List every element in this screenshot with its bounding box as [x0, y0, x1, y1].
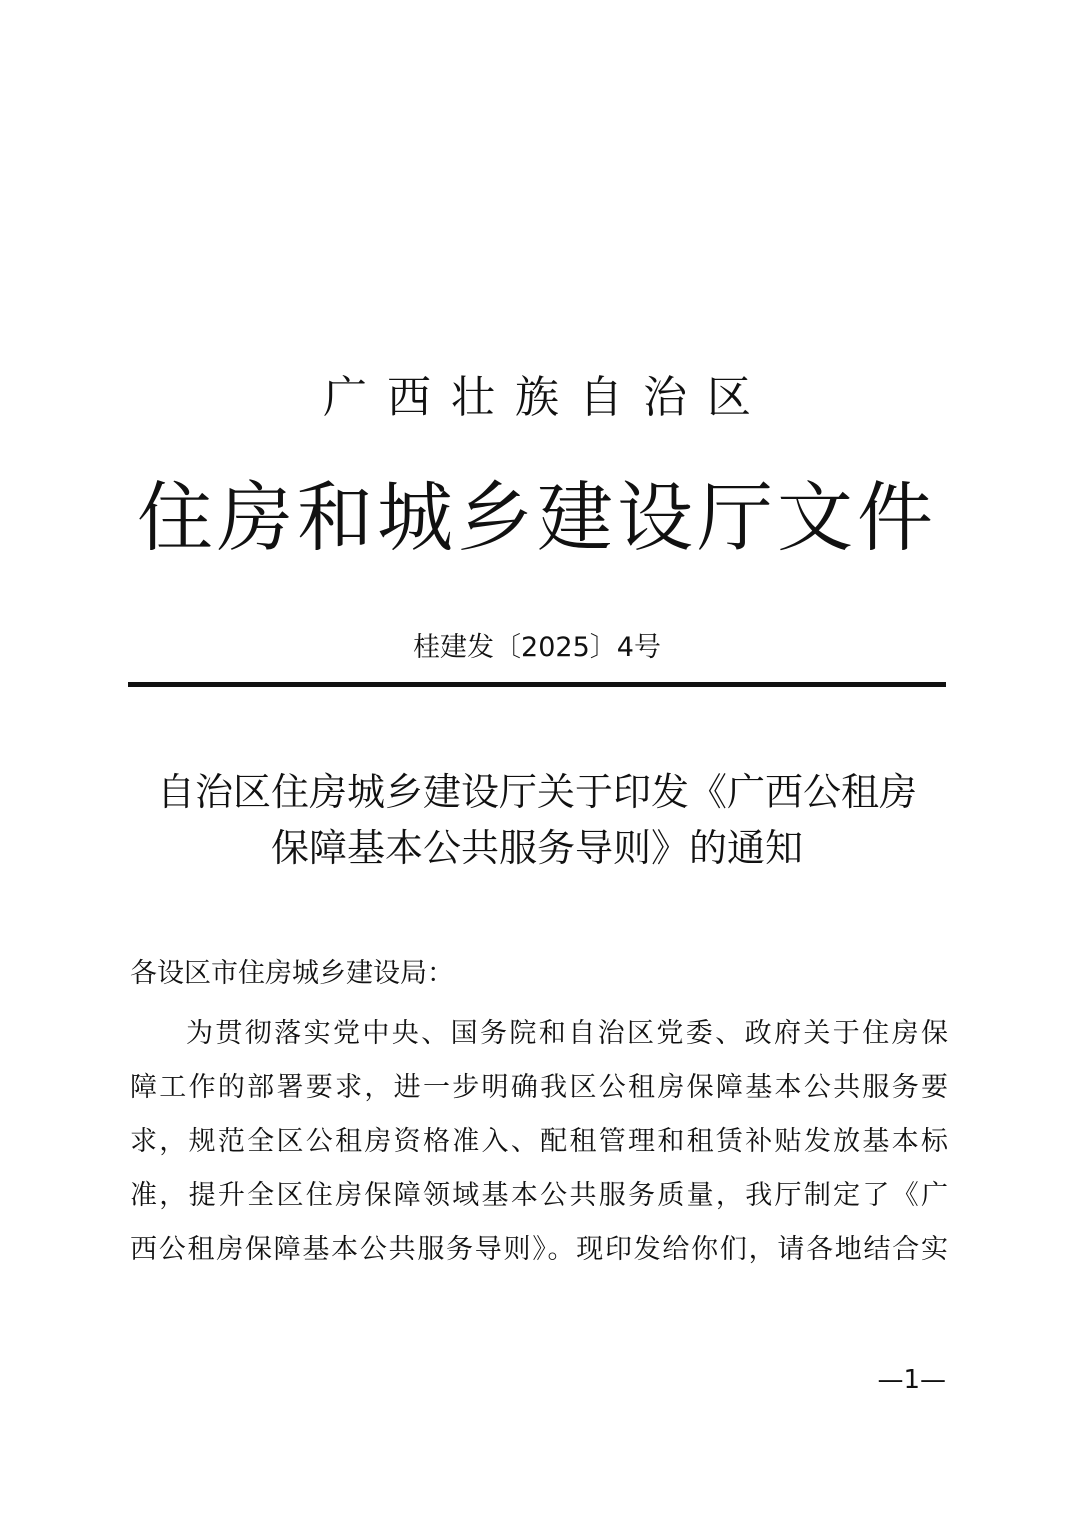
body-line: 准，提升全区住房保障领域基本公共服务质量，我厅制定了《广 [130, 1180, 948, 1211]
document-number: 桂建发〔2025〕4号 [413, 632, 661, 663]
body-line: 求，规范全区公租房资格准入、配租管理和租赁补贴发放基本标 [130, 1126, 948, 1157]
body-line: 障工作的部署要求，进一步明确我区公租房保障基本公共服务要 [130, 1072, 948, 1103]
body-line: 为贯彻落实党中央、国务院和自治区党委、政府关于住房保 [186, 1018, 948, 1049]
issuer-name: 广西壮族自治区 [323, 372, 771, 423]
notice-title-line: 保障基本公共服务导则》的通知 [270, 826, 803, 870]
body-line: 西公租房保障基本公共服务导则》。现印发给你们，请各地结合实 [130, 1234, 948, 1265]
notice-title [100, 764, 974, 876]
page-number: —1— [877, 1365, 946, 1395]
salutation: 各设区市住房城乡建设局： [130, 958, 454, 989]
notice-title-line: 自治区住房城乡建设厅关于印发《广西公租房 [156, 770, 917, 814]
masthead-divider [128, 682, 946, 687]
body-paragraph [130, 1012, 948, 1282]
document-masthead: 住房和城乡建设厅文件 [137, 473, 937, 562]
